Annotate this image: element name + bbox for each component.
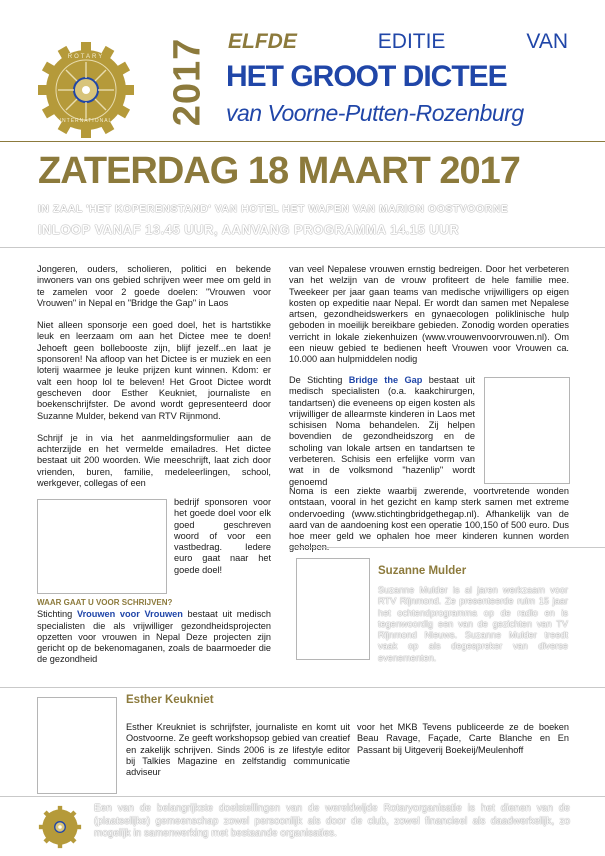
btg-text: bestaat uit medisch specialisten (o.a. kaakchirurgen, tandartsen) die eveneens op eigen kosten als vrijwilliger de allearmste kinderen in Laos met schisisen Noma behandelen. Zij helpen bovendien de gezondheidszorg en de scholing van lokale artsen en tandartsen te verbeteren. Schisis een erfelijke vorm van wat in de volksmond "hazenlip" wordt genoemd: [289, 375, 475, 487]
time-line: INLOOP VANAF 13.45 UUR, AANVANG PROGRAMMA 14.15 UUR: [38, 222, 460, 237]
signup-paragraph: Schrijf je in via het aanmeldingsformulier aan de achterzijde en het vermelde emailadres. Het dictee bestaat uit 200 woorden. Wie meeschrijft, laat zich door vrienden, buren, familie, medeleerlingen, school, werkgever, collegas of een: [37, 432, 271, 489]
esther-bio-right: voor het MKB Tevens publiceerde ze de boeken Beau Ravage, Façade, Carte Blanche en En Passant bij Uitgeverij Boekeij/Meulenhoff: [357, 722, 569, 755]
nepal-paragraph: van veel Nepalese vrouwen ernstig bedreigen. Door het verbeteren van het welzijn van de vrouw profiteert de hele familie mee. Tweekeer per jaar gaan teams van medische vrijwilligers op eigen kosten op expeditie naar Nepal. Er wordt dan samen met Nepalese artsen, gezondheidswerkers en gynaecologen poliklinische hulp geboden in moeilijk bereikbare gebieden. Zonodig worden operaties verricht in lokale ziekenhuizen (www.vrouwenvoorvrouwen.nl). Om een nieuw gebied te bedienen heeft Vrouwen voor Vrouwen ca. 10.000 aan hulpmiddelen nodig: [289, 264, 569, 365]
sponsor-paragraph: Niet alleen sponsorje een goed doel, het is hartstikke leuk en leerzaam om aan het Dictee mee te doen! Jehoeft geen bollebooste zijn, blijf jezelf...en laat je sponsoren! Na afloop van het Dictee is er muziek en een loterij waarmee je leuke prijzen kunt winnen. Kdom: er valt een hoop lol te beleven! Het Groot Dictee wordt gescheven door Esther Keukniet, journaliste en boekenschrijfster. De avond wordt gepresenteerd door Suzanne Mulder, bekend van RTV Rijnmond.: [37, 320, 271, 421]
vvv-org-name: Vrouwen voor Vrouwen: [76, 609, 183, 620]
suzanne-bio: Suzanne Mulder is al jaren werkzaam voor RTV Rijnmond. Ze presenteerde ruim 15 jaar het ochtendprogramma op de radio en is tegenwoordig een van de gezichten van TV Rijnmond Nieuws. Suzanne Mulder treedt vaak op als degespreker van diverse evenementen.: [378, 585, 568, 663]
btg-org-name: Bridge the Gap: [348, 375, 423, 385]
edition-year: 2017: [166, 37, 209, 126]
btg-paragraph: [289, 375, 475, 488]
header-divider: [0, 141, 605, 142]
rotary-logo: [36, 40, 136, 140]
signup-paragraph-tail: bedrijf sponsoren voor het goede doel voor elk goed geschreven woord of voor een vastbedrag. Iedere euro gaat naar het goede doel!: [174, 497, 271, 575]
vvv-paragraph: [37, 609, 271, 665]
vvv-lead: Stichting: [37, 609, 73, 620]
event-title: HET GROOT DICTEE: [226, 60, 507, 93]
venue-line: IN ZAAL 'HET KOPERENSTAND' VAN HOTEL HET WAPEN VAN MARION OOSTVOORNE: [38, 203, 509, 215]
esther-bio-left: Esther Kreukniet is schrijfster, journaliste en komt uit Oostvoorne. Ze geeft workshopsop gebied van creatief en zakelijk schrijven. Sinds 2006 is ze lifestyle editor bij Talkies Magazine en zelfstandig communicatie adviseur: [126, 722, 350, 778]
right-column: [289, 264, 569, 377]
date-divider: [0, 247, 605, 248]
photo-placeholder-left: [37, 499, 167, 594]
logo-top-text: ROTARY: [67, 54, 105, 60]
noma-paragraph: Noma is een ziekte waarbij zwerende, voortvretende wonden ontstaan, vooral in het gezicht en kamp sterk samen met extreme ondervoeding (www.stichtingbridgethegap.nl). Afhankelijk van de aard van de aandoening kost een operatie 100,150 of 500 euro. Dus hoe meer geld we ophalen hoe meer kinderen kunnen worden: [289, 486, 569, 542]
cause-heading: WAAR GAAT U VOOR SCHRIJVEN?: [37, 598, 173, 607]
event-date: ZATERDAG 18 MAART 2017: [38, 150, 520, 192]
edition-word-1: ELFDE: [228, 30, 297, 53]
vvv-text: bestaat uit medisch specialisten die als vrijwilliger gezondheidsprojecten opzetten voor vrouwen in Nepal Deze projecten zijn gericht op de bekenomaganen, zoals de baarmoeder die de gezondheid: [37, 609, 271, 665]
edition-line: [228, 30, 568, 54]
photo-placeholder-right: [484, 377, 570, 484]
event-subtitle: van Voorne-Putten-Rozenburg: [226, 100, 524, 126]
suzanne-name: Suzanne Mulder: [378, 565, 467, 577]
logo-bottom-text: INTERNATIONAL: [59, 118, 113, 124]
suzanne-photo: [296, 558, 370, 660]
footer-logo: [38, 805, 82, 849]
footer-divider: [0, 796, 605, 797]
edition-word-3: VAN: [526, 30, 568, 53]
footer-text: Een van de belangrijkste doelstellingen van de wereldwijde Rotaryorganisatie is het dienen van de (plaatselijke) gemeenschap zowel persoonlijk als door de club, zowel financieel als daadwerkelijk, zo mogelijk in samenwerking met bestaande organisaties.: [94, 803, 570, 839]
edition-word-2: EDITIE: [377, 30, 446, 53]
cause-section: [37, 597, 271, 666]
btg-lead: De Stichting: [289, 375, 343, 385]
suzanne-divider: [289, 547, 605, 548]
esther-divider: [0, 687, 605, 688]
intro-paragraph: Jongeren, ouders, scholieren, politici en bekende inwoners van ons gebied schrijven weer mee om geld in te zamelen voor 2 goede doelen: "Vrouwen voor Vrouwen" in Nepal en "Bridge the Gap" in Laos: [37, 264, 271, 308]
left-column: [37, 264, 271, 489]
esther-name: Esther Keukniet: [126, 694, 214, 706]
esther-photo: [37, 697, 117, 794]
rotary-wheel-icon-small: [38, 805, 82, 849]
